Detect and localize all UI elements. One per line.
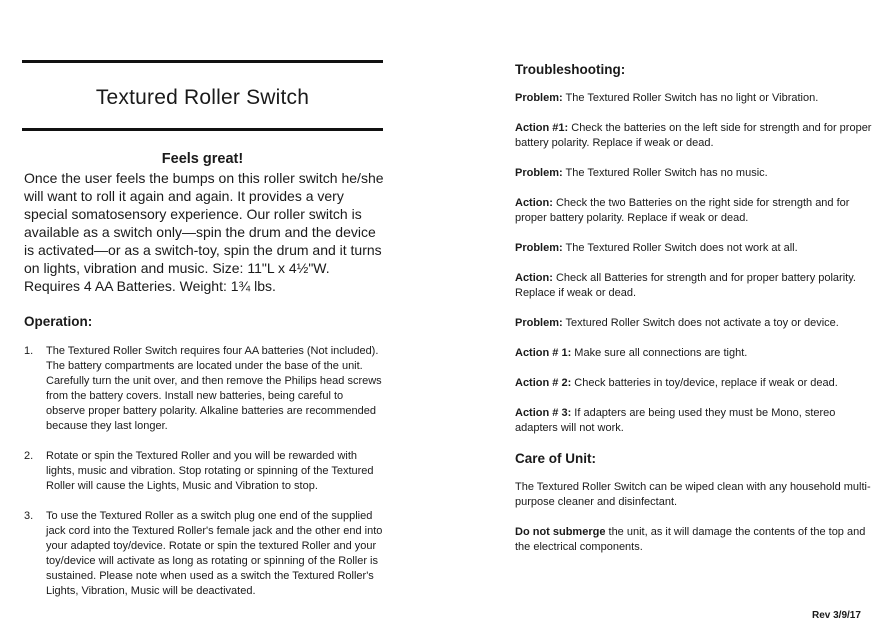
step-number: 1. xyxy=(24,345,34,357)
troubleshooting-column xyxy=(515,62,873,570)
entry-label: Problem: xyxy=(515,242,563,254)
entry-text: The Textured Roller Switch does not work at all. xyxy=(562,242,798,254)
step-number: 3. xyxy=(24,510,34,522)
troubleshooting-entry xyxy=(515,91,873,106)
troubleshooting-entry xyxy=(515,346,873,361)
entry-text: If adapters are being used they must be Mono, stereo adapters will not work. xyxy=(515,407,836,434)
entry-text: Check batteries in toy/device, replace if weak or dead. xyxy=(571,377,838,389)
troubleshooting-entry xyxy=(515,376,873,391)
entry-text: The Textured Roller Switch has no light or Vibration. xyxy=(562,92,819,104)
care-text: The Textured Roller Switch can be wiped clean with any household multi-purpose cleaner and disinfectant. xyxy=(515,481,871,508)
entry-label: Problem: xyxy=(515,92,563,104)
care-heading: Care of Unit: xyxy=(515,451,596,466)
troubleshooting-entry xyxy=(515,406,873,436)
entry-text: The Textured Roller Switch has no music. xyxy=(562,167,768,179)
troubleshooting-entry xyxy=(515,121,873,151)
operation-step xyxy=(24,344,384,434)
entry-label: Action: xyxy=(515,272,553,284)
operation-step xyxy=(24,449,384,494)
entry-text: Textured Roller Switch does not activate a toy or device. xyxy=(562,317,839,329)
rule-bottom xyxy=(22,128,383,131)
rule-top xyxy=(22,60,383,63)
tagline: Feels great! xyxy=(161,151,244,167)
step-text: To use the Textured Roller as a switch plug one end of the supplied jack cord into the Textured Roller's female jack and the other end into your adapted toy/device. Rotate or spin the textured Roller and your toy/device will activate as long as rotating or spinning of the Roller is sustained. Please note when used as a switch the Textured Roller's Lights, Vibration, Music will be deactivated. xyxy=(46,510,383,597)
step-text: The Textured Roller Switch requires four AA batteries (Not included). The battery compartments are located under the base of the unit. Carefully turn the unit over, and then remove the Philips head screws from the battery covers. Install new batteries, being careful to observe proper battery polarity. Alkaline batteries are recommended because they last longer. xyxy=(46,345,382,432)
step-text: Rotate or spin the Textured Roller and you will be rewarded with lights, music and vibration. Stop rotating or spinning of the Textured Roller will cause the Lights, Music and Vibration to stop. xyxy=(46,450,374,492)
operation-steps xyxy=(24,344,384,614)
troubleshooting-entry xyxy=(515,316,873,331)
entry-label: Action: xyxy=(515,197,553,209)
entry-label: Action #1: xyxy=(515,122,569,134)
troubleshooting-entry xyxy=(515,196,873,226)
entry-text: Check the two Batteries on the right side for strength and for proper battery polarity. Replace if weak or dead. xyxy=(515,197,850,224)
troubleshooting-heading: Troubleshooting: xyxy=(515,62,626,77)
operation-step xyxy=(24,509,384,599)
entry-label: Action # 1: xyxy=(515,347,572,359)
troubleshooting-entry xyxy=(515,271,873,301)
care-warning xyxy=(515,525,873,555)
troubleshooting-entry xyxy=(515,241,873,256)
page-title: Textured Roller Switch xyxy=(95,86,310,109)
product-description: Once the user feels the bumps on this roller switch he/she will want to roll it again and again. It provides a very special somatosensory experience. Our roller switch is available as a switch only—spin the drum and the device is activated—or as a switch-toy, spin the drum and it turns on lights, vibration and music. Size: 11"L x 4½"W. Requires 4 AA Batteries. Weight: 1¾ lbs. xyxy=(24,170,384,294)
step-number: 2. xyxy=(24,450,34,462)
care-warning-label: Do not submerge xyxy=(515,526,606,538)
entry-label: Problem: xyxy=(515,317,563,329)
operation-heading: Operation: xyxy=(24,314,93,329)
troubleshooting-entry xyxy=(515,166,873,181)
entry-label: Action # 3: xyxy=(515,407,572,419)
entry-text: Check the batteries on the left side for strength and for proper battery polarity. Replace if weak or dead. xyxy=(515,122,872,149)
entry-label: Problem: xyxy=(515,167,563,179)
entry-text: Make sure all connections are tight. xyxy=(571,347,748,359)
entry-text: Check all Batteries for strength and for proper battery polarity. Replace if weak or dead. xyxy=(515,272,856,299)
revision-label: Rev 3/9/17 xyxy=(812,610,861,621)
entry-label: Action # 2: xyxy=(515,377,572,389)
care-warning-text: the unit, as it will damage the contents of the top and the electrical components. xyxy=(515,526,866,553)
